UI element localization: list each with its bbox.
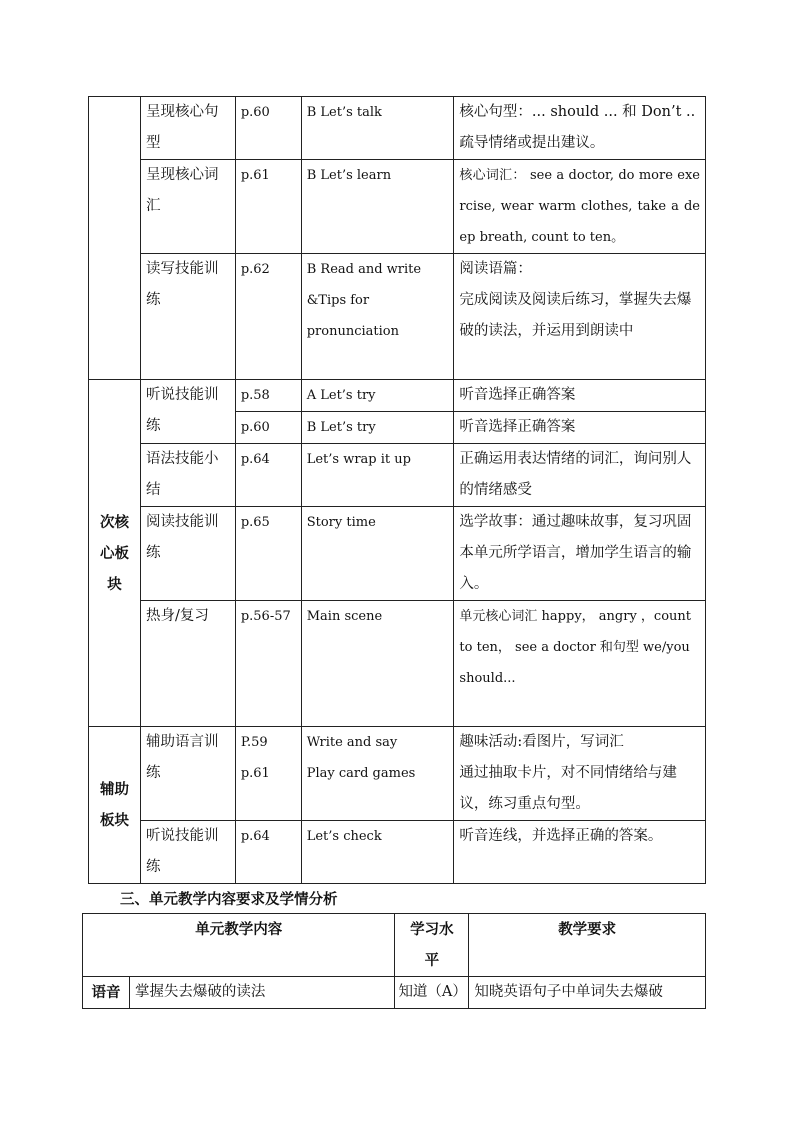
lesson-goal: 核心词汇： see a doctor, do more exercise, wear warm clothes, take a deep breath, count to ten。 — [454, 160, 706, 254]
lesson-goal: 听音选择正确答案 — [454, 412, 706, 444]
lesson-content: B Let’s learn — [301, 160, 454, 254]
section-heading: 三、单元教学内容要求及学情分析 — [120, 891, 338, 908]
lesson-goal: 选学故事：通过趣味故事，复习巩固本单元所学语言，增加学生语言的输入。 — [454, 507, 706, 601]
activity-table — [88, 96, 706, 884]
page-ref: P.59 p.61 — [235, 727, 301, 821]
module-label: 语法技能小结 — [140, 444, 235, 507]
lesson-goal: 核心句型：... should ... 和 Don’t ..疏导情绪或提出建议。 — [454, 97, 706, 160]
page-ref: p.60 — [235, 97, 301, 160]
table-row — [89, 254, 706, 380]
module-label: 呈现核心词汇 — [140, 160, 235, 254]
table-row — [89, 601, 706, 727]
lesson-content: Story time — [301, 507, 454, 601]
page-ref: p.64 — [235, 444, 301, 507]
lesson-content: Main scene — [301, 601, 454, 727]
module-label: 阅读技能训练 — [140, 507, 235, 601]
module-label: 读写技能训练 — [140, 254, 235, 380]
page-ref: p.62 — [235, 254, 301, 380]
header-requirement: 教学要求 — [469, 914, 706, 977]
page-ref: p.61 — [235, 160, 301, 254]
group-cell-core — [89, 97, 141, 380]
lesson-goal: 听音连线，并选择正确的答案。 — [454, 821, 706, 884]
requirement-cell: 知晓英语句子中单词失去爆破 — [469, 977, 706, 1009]
header-content: 单元教学内容 — [83, 914, 395, 977]
table-row — [89, 507, 706, 601]
lesson-content: A Let’s try — [301, 380, 454, 412]
table-row — [89, 380, 706, 412]
header-level: 学习水平 — [395, 914, 469, 977]
table-row — [89, 727, 706, 821]
page-ref: p.64 — [235, 821, 301, 884]
group-label-secondary: 次核心板块 — [89, 380, 141, 727]
lesson-goal: 阅读语篇： 完成阅读及阅读后练习，掌握失去爆破的读法，并运用到朗读中 — [454, 254, 706, 380]
lesson-goal: 趣味活动:看图片，写词汇 通过抽取卡片，对不同情绪给与建议，练习重点句型。 — [454, 727, 706, 821]
lesson-content: B Let’s try — [301, 412, 454, 444]
category-cell: 语音 — [83, 977, 130, 1009]
table-row — [89, 160, 706, 254]
requirements-table — [82, 913, 706, 1009]
table-header-row — [83, 914, 706, 977]
module-label: 热身/复习 — [140, 601, 235, 727]
lesson-content: Write and say Play card games — [301, 727, 454, 821]
group-label-auxiliary: 辅助板块 — [89, 727, 141, 884]
lesson-goal: 单元核心词汇 happy， angry ，count to ten， see a doctor 和句型 we/you should... — [454, 601, 706, 727]
table-row — [89, 444, 706, 507]
module-label: 辅助语言训练 — [140, 727, 235, 821]
page-ref: p.56-57 — [235, 601, 301, 727]
module-label: 呈现核心句型 — [140, 97, 235, 160]
lesson-content: Let’s check — [301, 821, 454, 884]
table-row — [89, 821, 706, 884]
page-ref: p.58 — [235, 380, 301, 412]
lesson-goal: 正确运用表达情绪的词汇，询问别人的情绪感受 — [454, 444, 706, 507]
module-label: 听说技能训练 — [140, 380, 235, 444]
lesson-content: B Read and write &Tips for pronunciation — [301, 254, 454, 380]
table-row — [83, 977, 706, 1009]
page-ref: p.65 — [235, 507, 301, 601]
lesson-content: B Let’s talk — [301, 97, 454, 160]
content-cell: 掌握失去爆破的读法 — [129, 977, 395, 1009]
lesson-goal: 听音选择正确答案 — [454, 380, 706, 412]
lesson-content: Let’s wrap it up — [301, 444, 454, 507]
module-label: 听说技能训练 — [140, 821, 235, 884]
level-cell: 知道（A） — [395, 977, 469, 1009]
table-row — [89, 97, 706, 160]
page-ref: p.60 — [235, 412, 301, 444]
